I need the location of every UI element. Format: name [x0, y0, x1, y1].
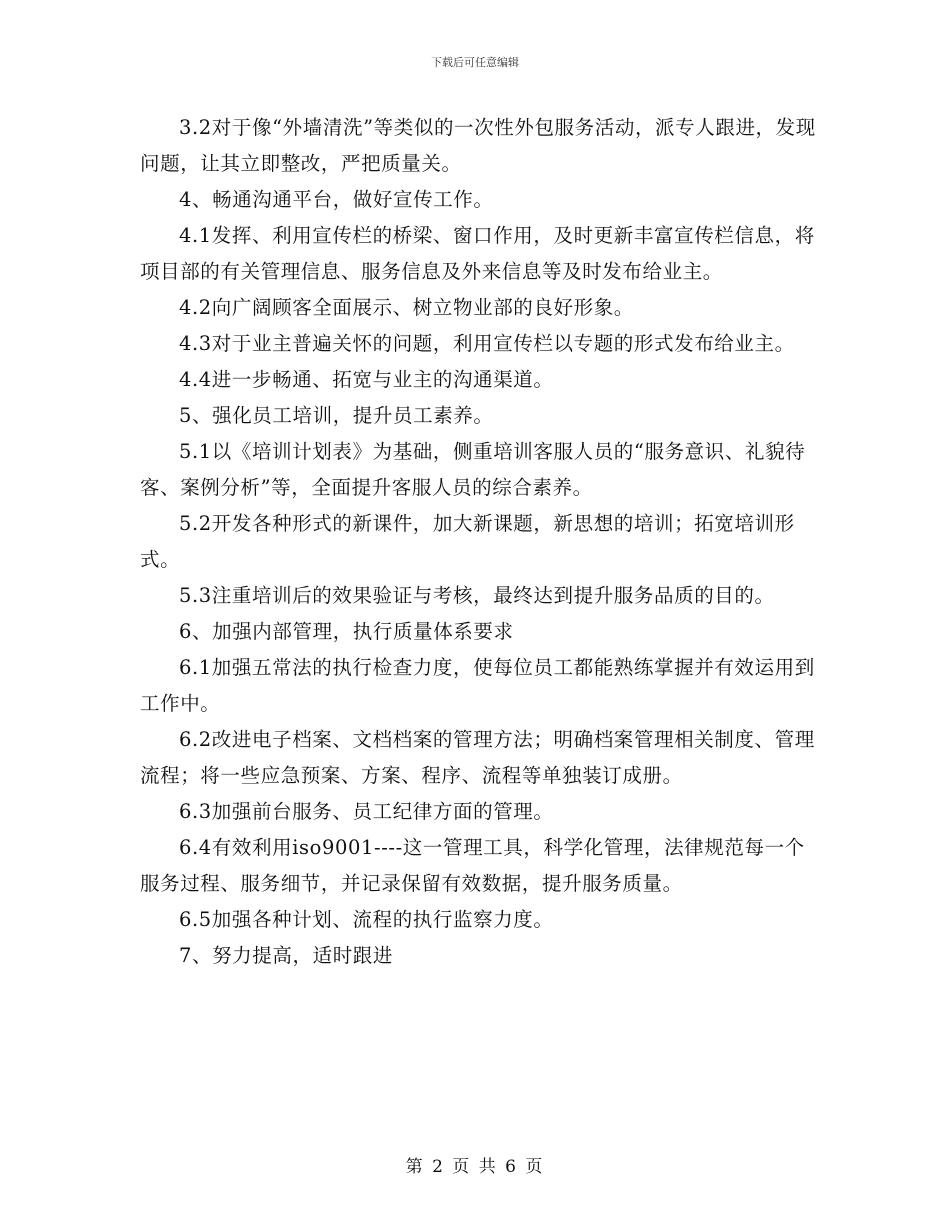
paragraph: 4.2向广阔顾客全面展示、树立物业部的良好形象。: [179, 296, 634, 319]
paragraph: 6.3加强前台服务、员工纪律方面的管理。: [179, 800, 554, 823]
paragraph: 6.1加强五常法的执行检查力度，使每位员工都能熟练掌握并有效运用到工作中。: [140, 656, 815, 715]
paragraph: 7、努力提高，适时跟进: [179, 944, 394, 967]
paragraph: 4、畅通沟通平台，做好宣传工作。: [179, 188, 494, 211]
paragraph: 4.4进一步畅通、拓宽与业主的沟通渠道。: [179, 368, 554, 391]
page-number-footer: 第 2 页 共 6 页: [405, 1157, 545, 1177]
paragraph: 4.3对于业主普遍关怀的问题，利用宣传栏以专题的形式发布给业主。: [179, 332, 795, 355]
paragraph: 5.3注重培训后的效果验证与考核，最终达到提升服务品质的目的。: [179, 584, 775, 607]
paragraph: 5.2开发各种形式的新课件，加大新课题，新思想的培训；拓宽培训形式。: [140, 512, 795, 571]
paragraph: 6.2改进电子档案、文档档案的管理方法；明确档案管理相关制度、管理流程；将一些应急预案、方案、程序、流程等单独装订成册。: [140, 728, 815, 787]
paragraph: 5.1以《培训计划表》为基础，侧重培训客服人员的“服务意识、礼貌待客、案例分析”等，全面提升客服人员的综合素养。: [140, 440, 806, 499]
page-header: 下载后可任意编辑: [431, 56, 519, 69]
document-body: [140, 110, 820, 974]
paragraph: 6、加强内部管理，执行质量体系要求: [179, 620, 514, 643]
paragraph: 6.4有效利用iso9001----这一管理工具，科学化管理，法律规范每一个服务过程、服务细节，并记录保留有效数据，提升服务质量。: [140, 836, 805, 895]
paragraph: 5、强化员工培训，提升员工素养。: [179, 404, 494, 427]
paragraph: 6.5加强各种计划、流程的执行监察力度。: [179, 908, 554, 931]
paragraph: 3.2对于像“外墙清洗”等类似的一次性外包服务活动，派专人跟进，发现问题，让其立即整改，严把质量关。: [140, 116, 816, 175]
paragraph: 4.1发挥、利用宣传栏的桥梁、窗口作用，及时更新丰富宣传栏信息，将项目部的有关管理信息、服务信息及外来信息等及时发布给业主。: [140, 224, 815, 283]
